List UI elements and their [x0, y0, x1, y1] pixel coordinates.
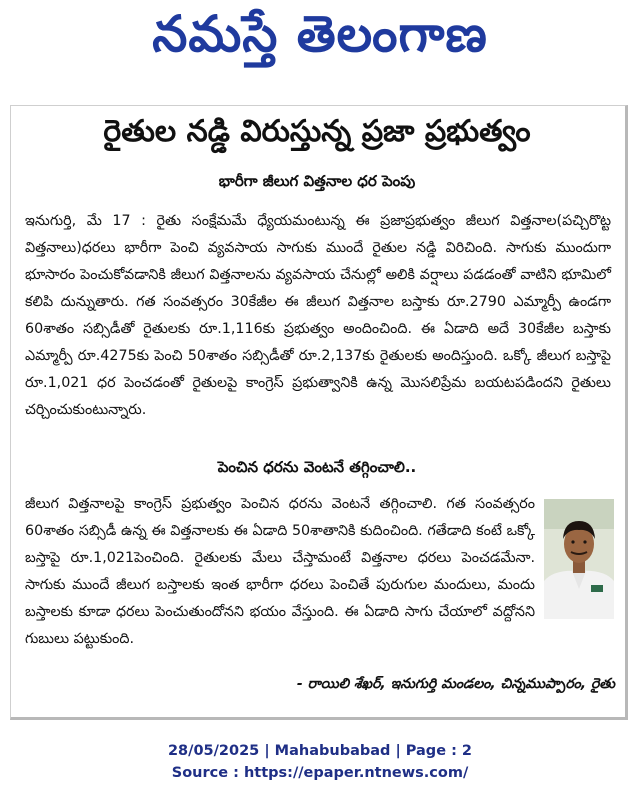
farmer-quote: జీలుగ విత్తనాలపై కాంగ్రెస్ ప్రభుత్వం పెంచిన ధరను వెంటనే తగ్గించాలి. గత సంవత్సరం 60శాతం సబ్సిడీ ఉన్న ఈ విత్తనాలకు ఈ ఏడాది 50శాతానికి కుదించింది. గతేడాది కంటే ఒక్కో బస్తాపై రూ.1,021పెంచింది. రైతులకు మేలు చేస్తామంటే విత్తనాల ధరలు పెంచడమేనా. సాగుకు ముందే జీలుగ బస్తాలకు ఇంత భారీగా ధరలు పెంచితే పురుగుల మందులు, మందు బస్తాలకు కూడా ధరలు పెంచుతుందోనని భయం వేస్తుంది. ఈ ఏడాది సాగు చేయాలో వద్దోనని గుబులు పట్టుకుంది. [25, 496, 535, 647]
article-body: ఇనుగుర్తి, మే 17 : రైతు సంక్షేమమే ధ్యేయమంటున్న ఈ ప్రజాప్రభుత్వం జీలుగ విత్తనాల(పచ్చిరొట్ట విత్తనాలు)ధరలు భారీగా పెంచి వ్యవసాయ సాగుకు ముందే రైతుల నడ్డి విరిచింది. సాగుకు ముందుగా భూసారం పెంచుకోవడానికి జీలుగ విత్తనాలను వ్యవసాయ చేనుల్లో అలికి వర్షాలు పడడంతో వాటిని భూమిలో కలిపి దున్నుతారు. గత సంవత్సరం 30కేజీల ఈ జీలుగ విత్తనాల బస్తాకు రూ.2790 ఎమ్మార్పీ ఉండగా 60శాతం సబ్సిడీతో రైతులకు రూ.1,116కు ప్రభుత్వం అందించింది. ఈ ఏడాది అదే 30కేజీల బస్తాకు ఎమ్మార్పీ రూ.4275కు పెంచి 50శాతం సబ్సిడీతో రూ.2,137కు రైతులకు అందిస్తుంది. ఒక్కో జీలుగ బస్తాపై రూ.1,021 ధర పెంచడంతో రైతులపై కాంగ్రెస్ ప్రభుత్వానికి ఉన్న మొసలిప్రేమ బయటపడిందని రైతులు చర్చించుకుంటున్నారు. [25, 213, 611, 418]
news-clipping [10, 105, 628, 720]
newspaper-logo: నమస్తే తెలంగాణ [152, 4, 488, 63]
article-headline: రైతుల నడ్డి విరుస్తున్న ప్రజా ప్రభుత్వం [103, 114, 531, 149]
farmer-portrait-image [544, 499, 614, 619]
page-footer [0, 740, 640, 784]
footer-source: Source : https://epaper.ntnews.com/ [171, 765, 469, 781]
footer-date-edition: 28/05/2025 | Mahabubabad | Page : 2 [167, 743, 473, 759]
farmer-photo [544, 499, 614, 619]
article-subheadline: భారీగా జీలుగ విత్తనాల ధర పెంపు [218, 172, 416, 190]
section-subheading: పెంచిన ధరను వెంటనే తగ్గించాలి.. [217, 458, 417, 476]
masthead [0, 0, 640, 80]
quote-byline: - రాయిలి శేఖర్, ఇనుగుర్తి మండలం, చిన్నముప్పారం, రైతు [296, 676, 615, 692]
